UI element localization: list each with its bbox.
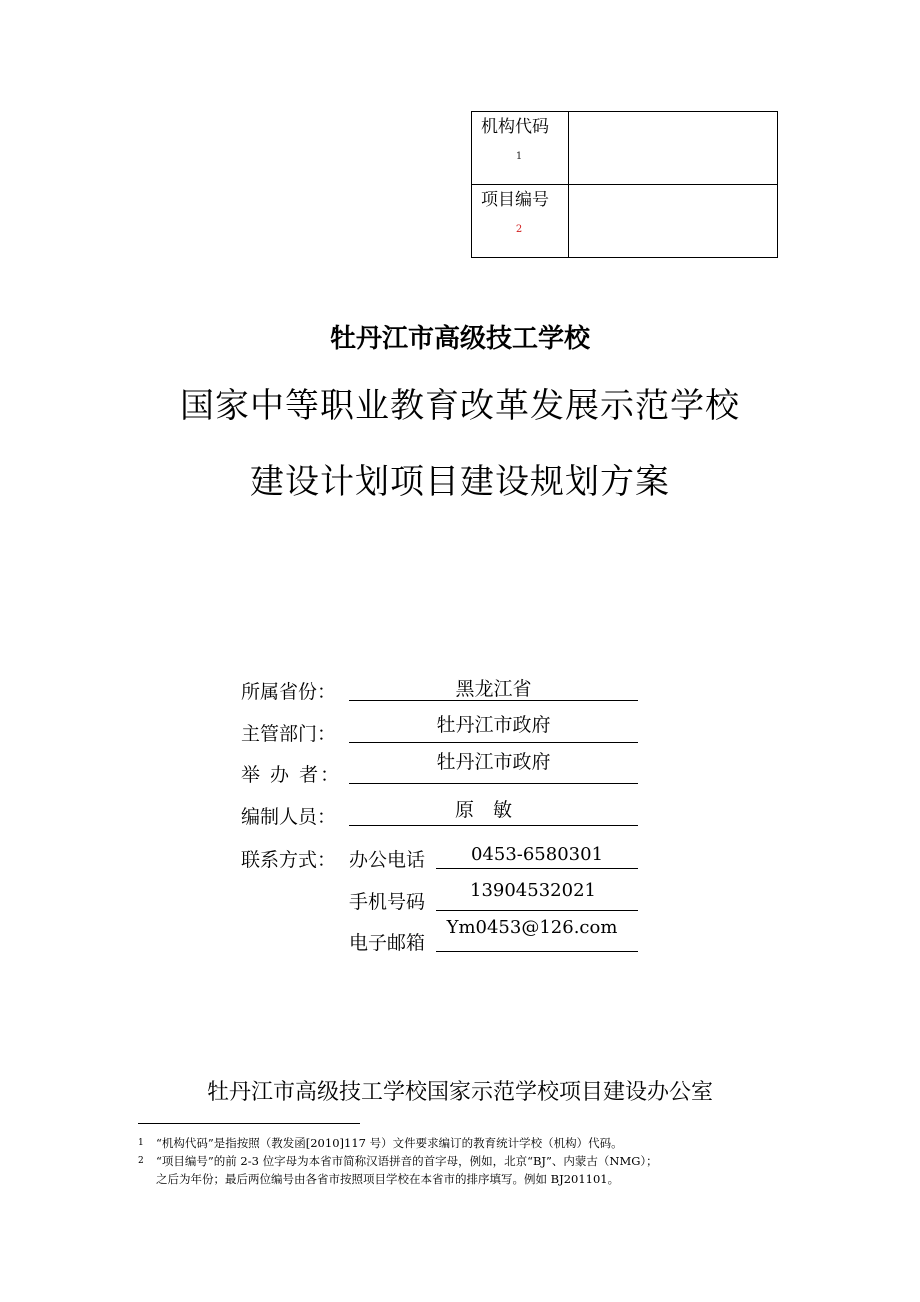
province-field[interactable]	[349, 670, 638, 701]
email-field[interactable]	[436, 917, 638, 952]
footnote-1	[138, 1135, 623, 1151]
code-table	[471, 111, 778, 258]
office-phone-value: 0453-6580301	[470, 844, 604, 865]
organizer-value: 牡丹江市政府	[436, 751, 551, 773]
province-row	[241, 670, 641, 704]
footnote-2	[138, 1153, 658, 1169]
editor-value: 原 敏	[454, 799, 512, 821]
department-label: 主管部门：	[241, 723, 337, 745]
org-code-footnote-ref: 1	[515, 151, 523, 162]
org-code-row	[472, 112, 778, 185]
org-code-value-cell[interactable]	[569, 112, 778, 185]
project-no-label-cell	[472, 185, 569, 258]
project-no-row	[472, 185, 778, 258]
org-code-label-cell	[472, 112, 569, 185]
email-row	[241, 917, 641, 955]
department-row	[241, 712, 641, 746]
contact-label: 联系方式：	[241, 849, 337, 871]
organizer-row	[241, 753, 641, 787]
editor-label: 编制人员：	[241, 806, 337, 828]
province-value: 黑龙江省	[455, 678, 532, 700]
office-phone-label: 办公电话	[349, 849, 426, 871]
mobile-field[interactable]	[436, 880, 638, 911]
footnote-2-continued	[138, 1171, 619, 1187]
contact-office-row	[241, 838, 641, 872]
sub-title: 建设计划项目建设规划方案	[250, 462, 670, 502]
mobile-row	[241, 880, 641, 914]
footnote-divider	[138, 1123, 360, 1124]
footnote-1-text: “机构代码”是指按照（教发函[2010]117 号）文件要求编订的教育统计学校（机构）代码。	[156, 1136, 623, 1150]
main-title: 国家中等职业教育改革发展示范学校	[180, 386, 740, 426]
project-no-value-cell[interactable]	[569, 185, 778, 258]
project-no-footnote-ref: 2	[515, 224, 523, 235]
department-value: 牡丹江市政府	[436, 714, 551, 736]
editor-field[interactable]	[349, 795, 638, 826]
email-value: Ym0453@126.com	[446, 917, 618, 938]
school-title: 牡丹江市高级技工学校	[329, 324, 590, 354]
footnote-2-text-continued: 之后为年份；最后两位编号由各省市按照项目学校在本省市的排序填写。例如 BJ201101。	[156, 1172, 620, 1186]
org-code-label: 机构代码	[481, 117, 549, 137]
project-no-label: 项目编号	[481, 190, 549, 210]
organizer-field[interactable]	[349, 753, 638, 784]
issuing-office: 牡丹江市高级技工学校国家示范学校项目建设办公室	[206, 1080, 713, 1105]
footnote-2-text: “项目编号”的前 2-3 位字母为本省市简称汉语拼音的首字母，例如，北京“BJ”、内蒙古（NMG）；	[156, 1154, 658, 1168]
email-label: 电子邮箱	[349, 932, 426, 954]
footnote-1-number: 1	[138, 1138, 144, 1148]
organizer-label: 举 办 者：	[241, 764, 342, 786]
department-field[interactable]	[349, 712, 638, 743]
office-phone-field[interactable]	[436, 838, 638, 869]
mobile-value: 13904532021	[470, 880, 596, 901]
mobile-label: 手机号码	[349, 891, 426, 913]
province-label: 所属省份：	[241, 681, 337, 703]
editor-row	[241, 795, 641, 829]
footnote-2-number: 2	[138, 1156, 144, 1166]
